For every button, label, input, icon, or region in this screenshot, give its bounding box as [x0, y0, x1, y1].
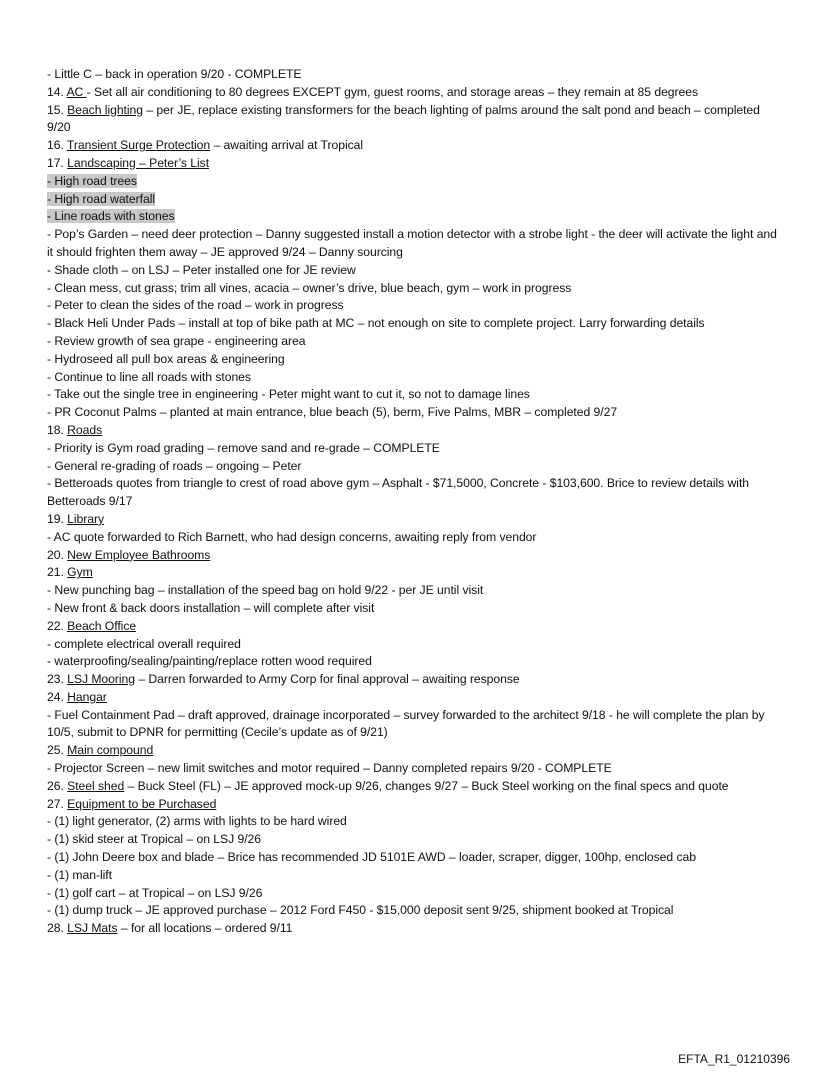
line-text: 18. — [47, 422, 68, 437]
line-text: 24. — [47, 689, 68, 704]
document-line — [47, 920, 777, 938]
document-line — [47, 458, 777, 476]
document-line — [47, 84, 777, 102]
line-text: - AC quote forwarded to Rich Barnett, who had design concerns, awaiting reply from vendor — [47, 529, 537, 544]
document-line — [47, 440, 777, 458]
document-line — [47, 475, 777, 511]
line-text: 16. — [47, 138, 67, 153]
line-text: - Priority is Gym road grading – remove sand and re-grade – COMPLETE — [47, 440, 440, 455]
line-text: – awaiting arrival at Tropical — [210, 138, 364, 153]
line-text: - Peter to clean the sides of the road – work in progress — [47, 298, 344, 313]
document-line — [47, 902, 777, 920]
document-line — [47, 315, 777, 333]
line-text: – per JE, replace existing transformers for the beach lighting of palms around the salt pond and beach – completed 9/20 — [47, 102, 760, 135]
line-text: - Clean mess, cut grass; trim all vines, acacia – owner’s drive, blue beach, gym – work in progress — [47, 280, 572, 295]
document-line — [47, 369, 777, 387]
line-text: - Review growth of sea grape - engineering area — [47, 333, 306, 348]
line-text: - Betteroads quotes from triangle to crest of road above gym – Asphalt - $71,5000, Concrete - $103,600. Brice to review details with Betteroads 9/17 — [47, 476, 750, 509]
section-heading: Beach lighting — [67, 102, 144, 117]
document-line — [47, 885, 777, 903]
line-text: - Projector Screen – new limit switches and motor required – Danny completed repairs 9/20 - COMPLETE — [47, 761, 612, 776]
document-line — [47, 636, 777, 654]
line-text: 26. — [47, 778, 68, 793]
document-line — [47, 297, 777, 315]
line-text: - Line roads with stones — [47, 209, 175, 224]
document-line — [47, 671, 777, 689]
line-text: - High road trees — [47, 173, 137, 188]
document-line — [47, 511, 777, 529]
line-text: - Shade cloth – on LSJ – Peter installed one for JE review — [47, 262, 356, 277]
line-text: - General re-grading of roads – ongoing – Peter — [47, 458, 302, 473]
line-text: 17. — [47, 155, 68, 170]
section-heading: Equipment to be Purchased — [67, 796, 217, 811]
document-line — [47, 547, 777, 565]
line-text: - Take out the single tree in engineering - Peter might want to cut it, so not to damage lines — [47, 387, 530, 402]
document-line — [47, 191, 777, 209]
section-heading: Main compound — [67, 743, 154, 758]
line-text: 23. — [47, 672, 68, 687]
document-line — [47, 600, 777, 618]
section-heading: New Employee Bathrooms — [67, 547, 211, 562]
section-heading: Beach Office — [67, 618, 137, 633]
line-text: - waterproofing/sealing/painting/replace rotten wood required — [47, 654, 372, 669]
document-line — [47, 404, 777, 422]
document-line — [47, 813, 777, 831]
line-text: 25. — [47, 743, 68, 758]
document-line — [47, 760, 777, 778]
line-text: - Hydroseed all pull box areas & engineering — [47, 351, 285, 366]
document-line — [47, 831, 777, 849]
document-line — [47, 778, 777, 796]
document-line — [47, 66, 777, 84]
document-line — [47, 351, 777, 369]
document-line — [47, 796, 777, 814]
line-text: - (1) light generator, (2) arms with lights to be hard wired — [47, 814, 347, 829]
line-text: - Pop’s Garden – need deer protection – Danny suggested install a motion detector with a strobe light - the deer will activate the light and it should frighten them away – JE approved 9/24 – Danny sourcing — [47, 227, 777, 259]
document-line — [47, 208, 777, 226]
section-heading: Steel shed — [67, 778, 125, 793]
document-line — [47, 137, 777, 155]
line-text: - New front & back doors installation – will complete after visit — [47, 600, 375, 615]
document-line — [47, 333, 777, 351]
document-line — [47, 582, 777, 600]
line-text: – for all locations – ordered 9/11 — [117, 921, 293, 936]
line-text: 27. — [47, 796, 68, 811]
section-heading: Hangar — [67, 689, 107, 704]
line-text: - (1) skid steer at Tropical – on LSJ 9/26 — [47, 832, 261, 847]
section-heading: LSJ Mats — [67, 921, 118, 936]
line-text: 19. — [47, 511, 68, 526]
line-text: - High road waterfall — [47, 191, 156, 206]
document-line — [47, 155, 777, 173]
section-heading: Roads — [67, 422, 103, 437]
document-line — [47, 742, 777, 760]
section-heading: LSJ Mooring — [67, 672, 136, 687]
line-text: - PR Coconut Palms – planted at main entrance, blue beach (5), berm, Five Palms, MBR – completed 9/27 — [47, 405, 618, 420]
line-text: 20. — [47, 547, 68, 562]
document-line — [47, 173, 777, 191]
line-text: - complete electrical overall required — [47, 636, 241, 651]
document-line — [47, 849, 777, 867]
document-line — [47, 422, 777, 440]
line-text: - Set all air conditioning to 80 degrees EXCEPT gym, guest rooms, and storage areas – they remain at 85 degrees — [86, 84, 699, 99]
line-text: - (1) John Deere box and blade – Brice has recommended JD 5101E AWD – loader, scraper, digger, 100hp, enclosed cab — [47, 850, 696, 865]
line-text: - Black Heli Under Pads – install at top of bike path at MC – not enough on site to complete project. Larry forwarding details — [47, 316, 705, 331]
document-line — [47, 564, 777, 582]
line-text: - (1) dump truck – JE approved purchase – 2012 Ford F450 - $15,000 deposit sent 9/25, shipment booked at Tropical — [47, 903, 674, 918]
document-line — [47, 386, 777, 404]
line-text: 15. — [47, 102, 68, 117]
document-line — [47, 618, 777, 636]
document-line — [47, 867, 777, 885]
document-line — [47, 707, 777, 743]
line-text: 28. — [47, 921, 68, 936]
section-heading: Gym — [67, 565, 93, 580]
section-heading: Landscaping – Peter’s List — [67, 155, 210, 170]
document-line — [47, 102, 777, 138]
line-text: - Little C – back in operation 9/20 - COMPLETE — [47, 67, 302, 81]
line-text: - Fuel Containment Pad – draft approved, drainage incorporated – survey forwarded to the architect 9/18 - he will complete the plan by 10/5, submit to DPNR for permitting (Cecile’s update as of 9/21) — [47, 707, 765, 740]
document-line — [47, 280, 777, 298]
line-text: 14. — [47, 84, 67, 99]
line-text: - (1) golf cart – at Tropical – on LSJ 9/26 — [47, 885, 263, 900]
section-heading: Library — [67, 511, 105, 526]
document-line — [47, 653, 777, 671]
line-text: - New punching bag – installation of the speed bag on hold 9/22 - per JE until visit — [47, 583, 484, 598]
line-text: – Darren forwarded to Army Corp for final approval – awaiting response — [135, 672, 520, 687]
document-line — [47, 689, 777, 707]
line-text: 21. — [47, 565, 68, 580]
line-text: – Buck Steel (FL) – JE approved mock-up 9/26, changes 9/27 – Buck Steel working on the final specs and quote — [124, 778, 729, 793]
section-heading: AC — [66, 84, 87, 99]
document-line — [47, 529, 777, 547]
line-text: - (1) man-lift — [47, 867, 112, 882]
document-body — [47, 66, 777, 938]
document-id-footer: EFTA_R1_01210396 — [678, 1052, 790, 1066]
document-line — [47, 262, 777, 280]
document-line — [47, 226, 777, 262]
section-heading: Transient Surge Protection — [66, 138, 211, 153]
line-text: 22. — [47, 618, 68, 633]
line-text: - Continue to line all roads with stones — [47, 369, 251, 384]
